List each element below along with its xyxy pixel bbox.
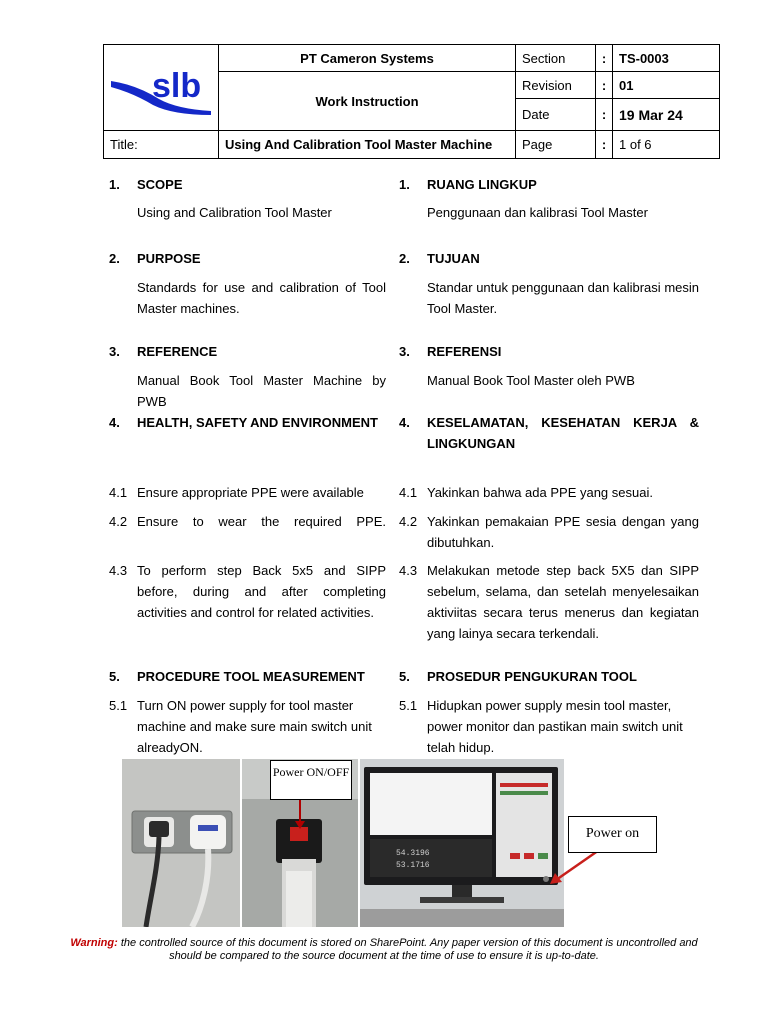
date-label: Date — [516, 99, 596, 131]
referensi-text: Manual Book Tool Master oleh PWB — [427, 373, 635, 388]
referensi-heading: 3. REFERENSI — [399, 344, 502, 359]
section-value: TS-0003 — [613, 45, 720, 72]
scope-text: Using and Calibration Tool Master — [137, 205, 332, 220]
section-label: Section — [516, 45, 596, 72]
revision-label: Revision — [516, 72, 596, 99]
document-type: Work Instruction — [219, 72, 516, 131]
k3l-item-4-1: 4.1 Yakinkan bahwa ada PPE yang sesuai. — [399, 485, 653, 500]
reference-text: Manual Book Tool Master Machine by PWB — [137, 373, 386, 409]
purpose-text: Standards for use and calibration of Tool Master machines. — [137, 280, 386, 316]
hse-heading: 4. HEALTH, SAFETY AND ENVIRONMENT — [109, 415, 378, 430]
callout-power-switch: Power ON/OFF — [270, 760, 352, 800]
callout-power-on: Power on — [568, 816, 657, 853]
date-value: 19 Mar 24 — [613, 99, 720, 131]
k3l-item-4-2: 4.2 Yakinkan pemakaian PPE sesia dengan yang dibutuhkan. — [399, 514, 699, 550]
procedure-heading: 5. PROCEDURE TOOL MEASUREMENT — [109, 669, 365, 684]
reference-heading: 3. REFERENCE — [109, 344, 218, 359]
page-value: 1 of 6 — [613, 131, 720, 159]
revision-value: 01 — [613, 72, 720, 99]
warning-text: the controlled source of this document is stored on SharePoint. Any paper version of this document is uncontrolled and should be compared to the source document at the time of use to ensure it is up-to-date. — [120, 937, 698, 962]
hse-item-4-1: 4.1 Ensure appropriate PPE were available — [109, 485, 364, 500]
photo-monitor — [360, 759, 564, 927]
prosedur-item-5-1: 5.1 Hidupkan power supply mesin tool master, power monitor dan pastikan main switch unit telah hidup. — [399, 698, 683, 755]
hse-item-4-3: 4.3 To perform step Back 5x5 and SIPP before, during and after completing activities and control for related activities. — [109, 563, 386, 620]
scope-heading: 1. SCOPE — [109, 177, 183, 192]
colon: : — [596, 45, 613, 72]
prosedur-heading: 5. PROSEDUR PENGUKURAN TOOL — [399, 669, 637, 684]
document-title: Using And Calibration Tool Master Machine — [219, 131, 516, 159]
company-logo — [104, 45, 219, 131]
k3l-item-4-3: 4.3 Melakukan metode step back 5X5 dan SIPP sebelum, selama, dan setelah menyelesaikan aktiviitas secara terus menerus dan kegiatan yang lainya secara terkendali. — [399, 563, 699, 641]
readout-1: 54.3196 — [396, 849, 430, 858]
readout-2: 53.1716 — [396, 861, 430, 870]
company-name: PT Cameron Systems — [219, 45, 516, 72]
title-label: Title: — [104, 131, 219, 159]
hse-item-4-2: 4.2 Ensure to wear the required PPE. — [109, 514, 386, 529]
purpose-heading: 2. PURPOSE — [109, 251, 201, 266]
slb-logo-icon — [107, 51, 215, 121]
warning-label: Warning: — [70, 937, 118, 949]
colon: : — [596, 72, 613, 99]
photo-wall-socket — [122, 759, 240, 927]
procedure-item-5-1: 5.1 Turn ON power supply for tool master machine and make sure main switch unit alreadyON. — [109, 698, 372, 755]
document-header — [103, 44, 720, 159]
logo-text: slb — [152, 67, 202, 105]
k3l-heading: 4. KESELAMATAN, KESEHATAN KERJA & LINGKUNGAN — [399, 415, 699, 451]
colon: : — [596, 131, 613, 159]
tujuan-heading: 2. TUJUAN — [399, 251, 480, 266]
ruang-lingkup-heading: 1. RUANG LINGKUP — [399, 177, 537, 192]
tujuan-text: Standar untuk penggunaan dan kalibrasi mesin Tool Master. — [427, 280, 699, 316]
page-label: Page — [516, 131, 596, 159]
footer-warning — [60, 937, 708, 963]
colon: : — [596, 99, 613, 131]
ruang-lingkup-text: Penggunaan dan kalibrasi Tool Master — [427, 205, 648, 220]
